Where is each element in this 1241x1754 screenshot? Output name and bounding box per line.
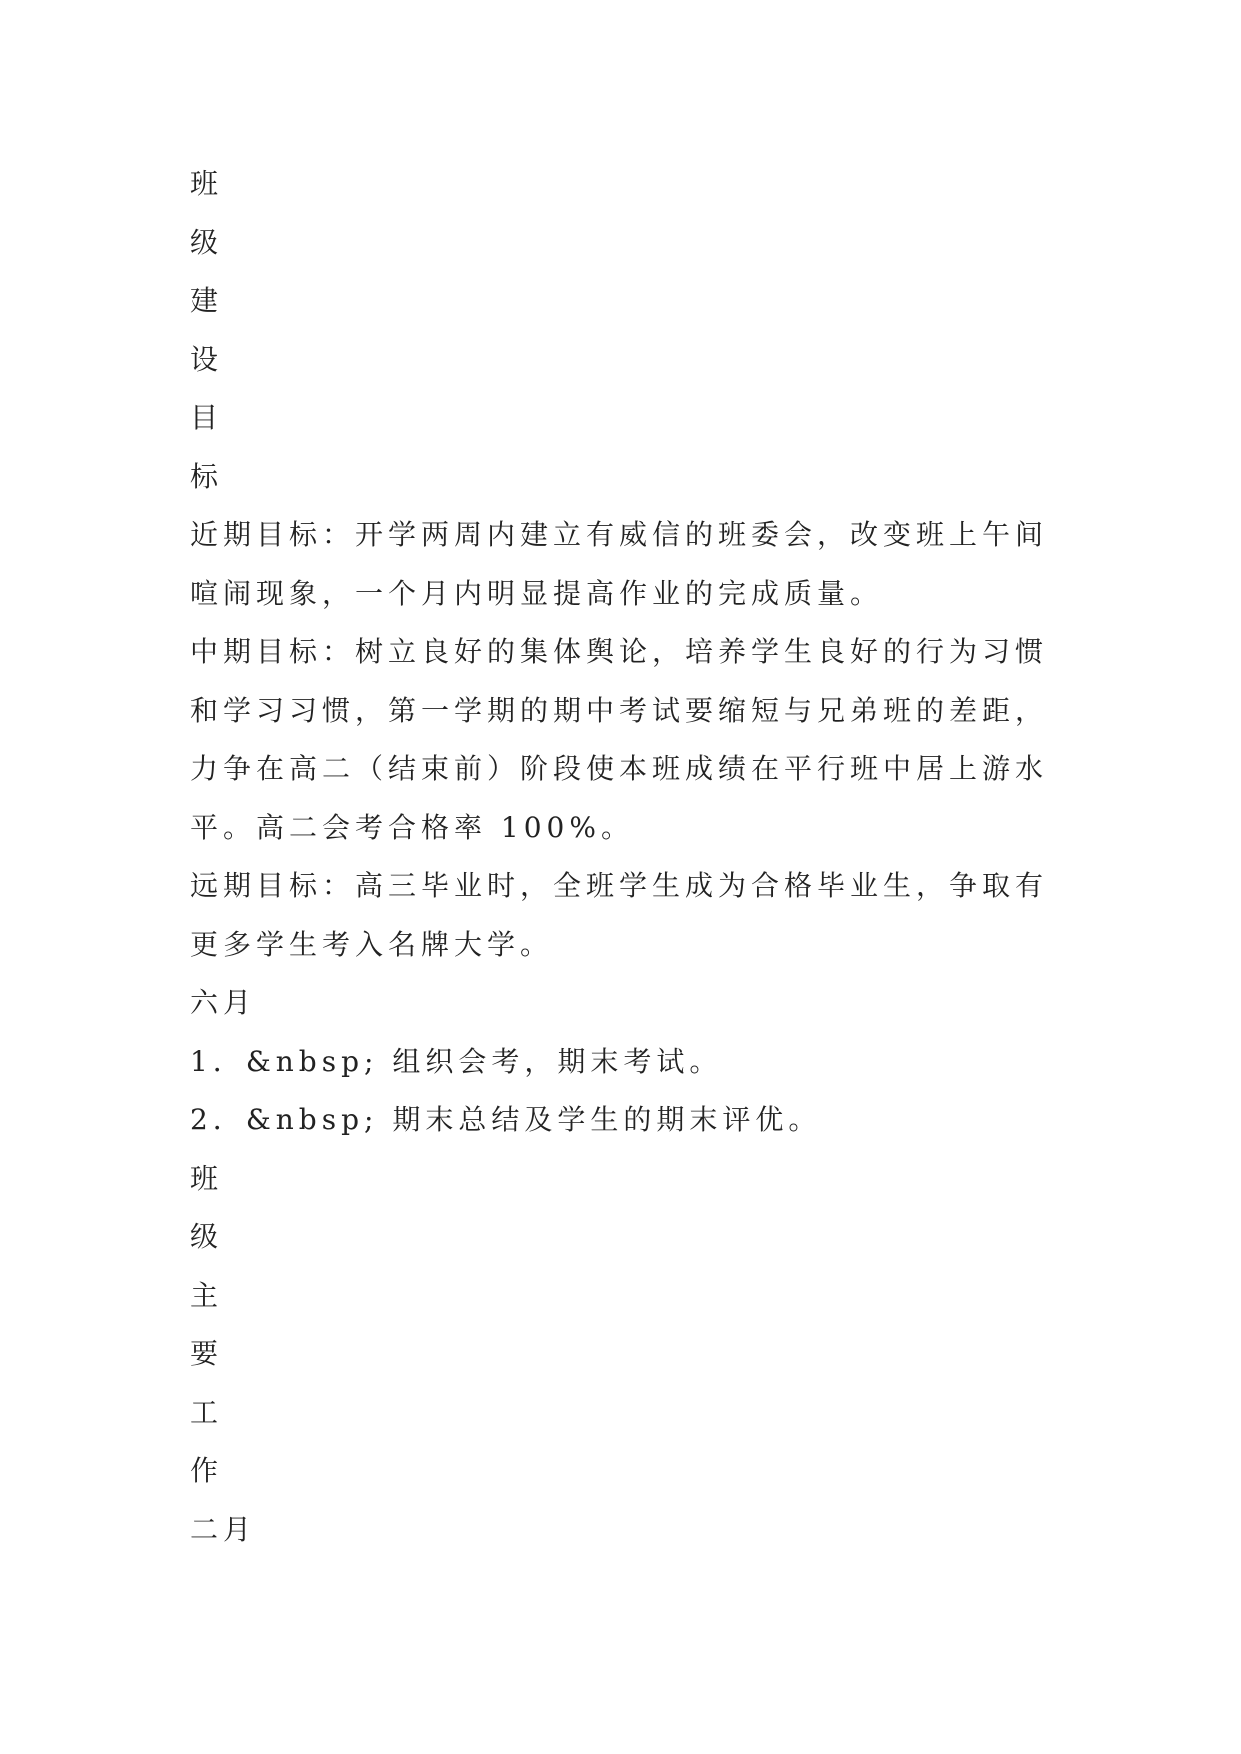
vertical-heading-char: 工 [190, 1395, 224, 1429]
vertical-heading-char: 作 [190, 1454, 224, 1487]
vertical-heading-char: 班 [190, 167, 224, 200]
mid-term-goal-line: 和学习习惯，第一学期的期中考试要缩短与兄弟班的差距， [190, 693, 1049, 727]
short-term-goal-line: 近期目标：开学两周内建立有威信的班委会，改变班上午间 [190, 518, 1049, 551]
vertical-heading-char: 级 [190, 1220, 224, 1253]
vertical-heading-char: 要 [190, 1337, 224, 1370]
long-term-goal-line: 更多学生考入名牌大学。 [190, 927, 554, 961]
vertical-heading-char: 主 [190, 1278, 224, 1312]
mid-term-goal-line: 平。高二会考合格率 100%。 [190, 810, 634, 844]
list-item: 2．&nbsp; 期末总结及学生的期末评优。 [190, 1103, 822, 1136]
long-term-goal-line: 远期目标：高三毕业时，全班学生成为合格毕业生，争取有 [190, 869, 1049, 902]
mid-term-goal-line: 中期目标：树立良好的集体舆论，培养学生良好的行为习惯 [190, 635, 1049, 668]
vertical-heading-char: 建 [190, 284, 224, 317]
document-body [190, 155, 1070, 1559]
month-heading: 六月 [190, 986, 257, 1019]
short-term-goal-line: 喧闹现象，一个月内明显提高作业的完成质量。 [190, 576, 884, 610]
vertical-heading-char: 班 [190, 1161, 224, 1195]
mid-term-goal-line: 力争在高二（结束前）阶段使本班成绩在平行班中居上游水 [190, 752, 1049, 785]
vertical-heading-char: 标 [190, 459, 224, 493]
list-item: 1．&nbsp; 组织会考，期末考试。 [190, 1044, 723, 1078]
vertical-heading-char: 级 [190, 225, 224, 259]
month-heading: 二月 [190, 1512, 257, 1546]
vertical-heading-char: 设 [190, 342, 224, 376]
vertical-heading-char: 目 [190, 401, 224, 434]
